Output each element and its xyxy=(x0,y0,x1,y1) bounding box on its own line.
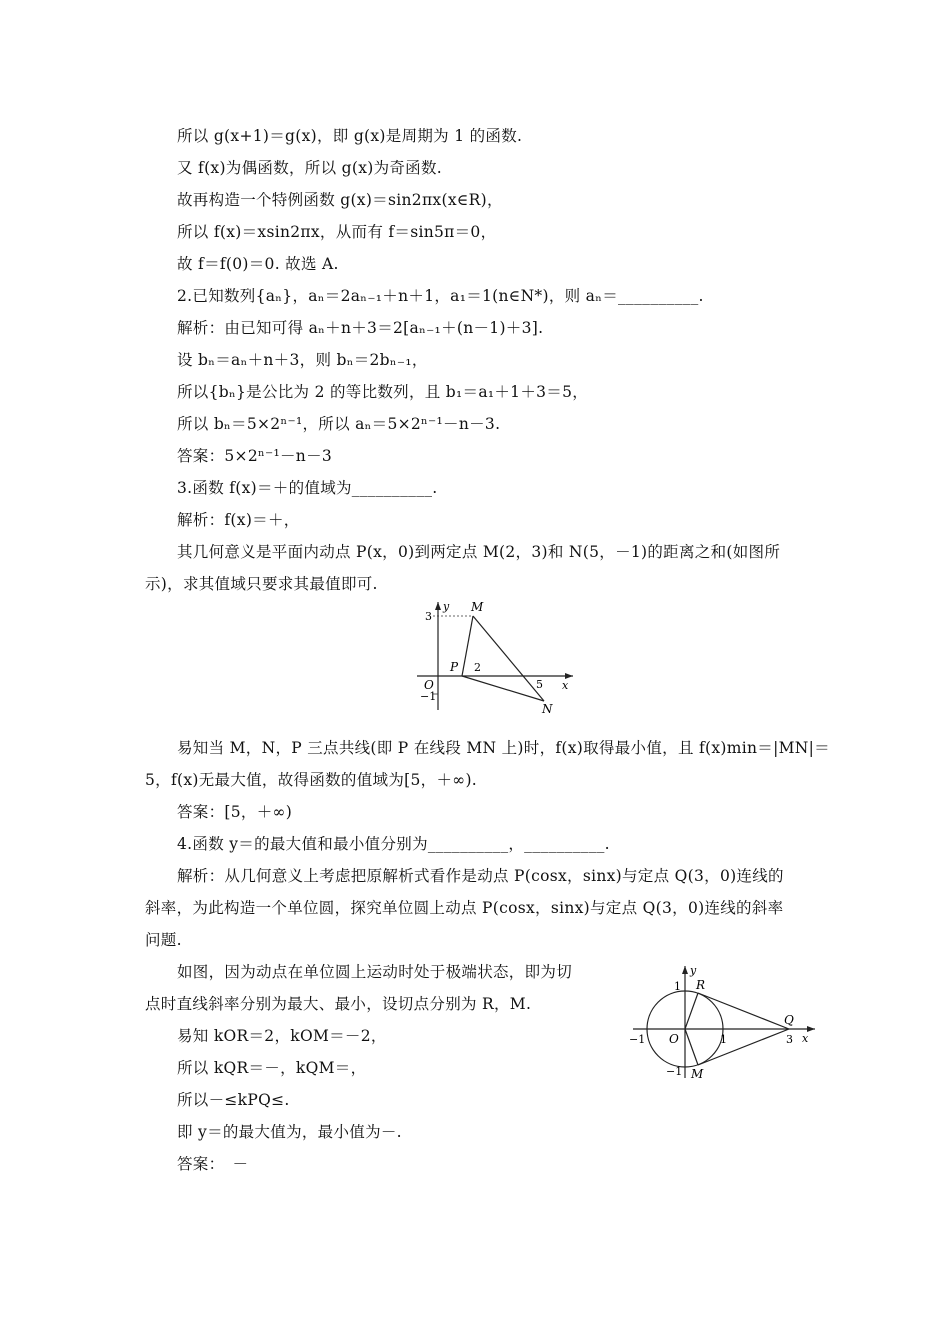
y-label: y xyxy=(690,964,697,977)
figure-triangle-mpn xyxy=(405,598,585,716)
text-line: 解析：由已知可得 aₙ＋n＋3＝2[aₙ₋₁＋(n－1)＋3]. xyxy=(177,319,544,337)
text-line: 所以{bₙ}是公比为 2 的等比数列，且 b₁＝a₁＋1＋3＝5， xyxy=(177,383,589,401)
radius-om xyxy=(685,1029,698,1065)
point-r-label: R xyxy=(696,978,706,992)
segment-pn xyxy=(462,676,544,701)
origin-label: O xyxy=(424,678,434,692)
text-line: 所以 f(x)＝xsin2πx，从而有 f＝sin5π＝0， xyxy=(177,223,497,241)
text-line: 易知当 M，N，P 三点共线(即 P 在线段 MN 上)时，f(x)取得最小值，且 f(x)min＝|MN|＝ xyxy=(177,739,830,757)
problem-4: 4.函数 y＝的最大值和最小值分别为__________，__________. xyxy=(177,835,610,853)
segment-mn xyxy=(473,616,544,701)
origin-label: O xyxy=(669,1032,679,1046)
segment-label: 2 xyxy=(474,661,481,674)
tick-label: 3 xyxy=(425,610,432,623)
tick-label: −1 xyxy=(420,690,437,703)
text-line: 故 f＝f(0)＝0. 故选 A. xyxy=(177,255,339,273)
text-line: 又 f(x)为偶函数，所以 g(x)为奇函数. xyxy=(177,159,443,177)
y-arrow xyxy=(435,602,441,610)
figure-unit-circle-tangents xyxy=(625,962,820,1082)
text-line: 所以 bₙ＝5×2ⁿ⁻¹，所以 aₙ＝5×2ⁿ⁻¹－n－3. xyxy=(177,415,501,433)
text-line: 如图，因为动点在单位圆上运动时处于极端状态，即为切 xyxy=(177,963,573,981)
text-line: 所以－≤kPQ≤. xyxy=(177,1091,290,1109)
segment-mp xyxy=(462,616,473,676)
y-label: y xyxy=(443,600,450,613)
x-label: x xyxy=(562,679,569,692)
point-p-label: P xyxy=(450,660,459,674)
text-line: 解析：从几何意义上考虑把原解析式看作是动点 P(cosx，sinx)与定点 Q(3，0)连线的 xyxy=(177,867,784,885)
point-q-label: Q xyxy=(784,1013,794,1027)
answer-2: 答案：5×2ⁿ⁻¹－n－3 xyxy=(177,447,333,465)
text-line: 问题. xyxy=(145,931,182,949)
text-line: 点时直线斜率分别为最大、最小，设切点分别为 R，M. xyxy=(145,995,532,1013)
tangent-qr xyxy=(698,993,789,1029)
text-line: 即 y＝的最大值为，最小值为－. xyxy=(177,1123,402,1141)
text-line: 解析：f(x)＝＋， xyxy=(177,511,300,529)
tick-label: 3 xyxy=(786,1033,793,1046)
tick-label: 5 xyxy=(536,678,543,691)
text-line: 5，f(x)无最大值，故得函数的值域为[5，＋∞). xyxy=(145,771,478,789)
answer-4: 答案： － xyxy=(177,1155,249,1173)
tick-label: −1 xyxy=(629,1033,646,1046)
point-n-label: N xyxy=(542,702,553,716)
text-line: 所以 g(x+1)＝g(x)，即 g(x)是周期为 1 的函数. xyxy=(177,127,523,145)
text-line: 示)，求其值域只要求其最值即可. xyxy=(145,575,378,593)
tick-label: 1 xyxy=(674,980,681,993)
text-line: 设 bₙ＝aₙ＋n＋3，则 bₙ＝2bₙ₋₁， xyxy=(177,351,428,369)
problem-3: 3.函数 f(x)＝＋的值域为__________. xyxy=(177,479,438,497)
point-m-label: M xyxy=(691,1067,704,1081)
x-label: x xyxy=(802,1032,809,1045)
answer-3: 答案：[5，＋∞) xyxy=(177,803,293,821)
text-line: 所以 kQR＝－，kQM＝， xyxy=(177,1059,367,1077)
text-line: 故再构造一个特例函数 g(x)＝sin2πx(x∈R)， xyxy=(177,191,503,209)
tangent-qm xyxy=(698,1029,789,1065)
tick-label: 1 xyxy=(720,1033,727,1046)
radius-or xyxy=(685,993,698,1029)
text-line: 其几何意义是平面内动点 P(x，0)到两定点 M(2，3)和 N(5，－1)的距离之和(如图所 xyxy=(177,543,781,561)
text-line: 斜率，为此构造一个单位圆，探究单位圆上动点 P(cosx，sinx)与定点 Q(3，0)连线的斜率 xyxy=(145,899,784,917)
text-line: 易知 kOR＝2，kOM＝－2， xyxy=(177,1027,387,1045)
point-m-label: M xyxy=(471,600,484,614)
problem-2: 2.已知数列{aₙ}，aₙ＝2aₙ₋₁＋n＋1，a₁＝1(n∈N*)，则 aₙ＝__________. xyxy=(177,287,704,305)
y-arrow xyxy=(682,966,688,974)
tick-label: −1 xyxy=(666,1065,683,1078)
